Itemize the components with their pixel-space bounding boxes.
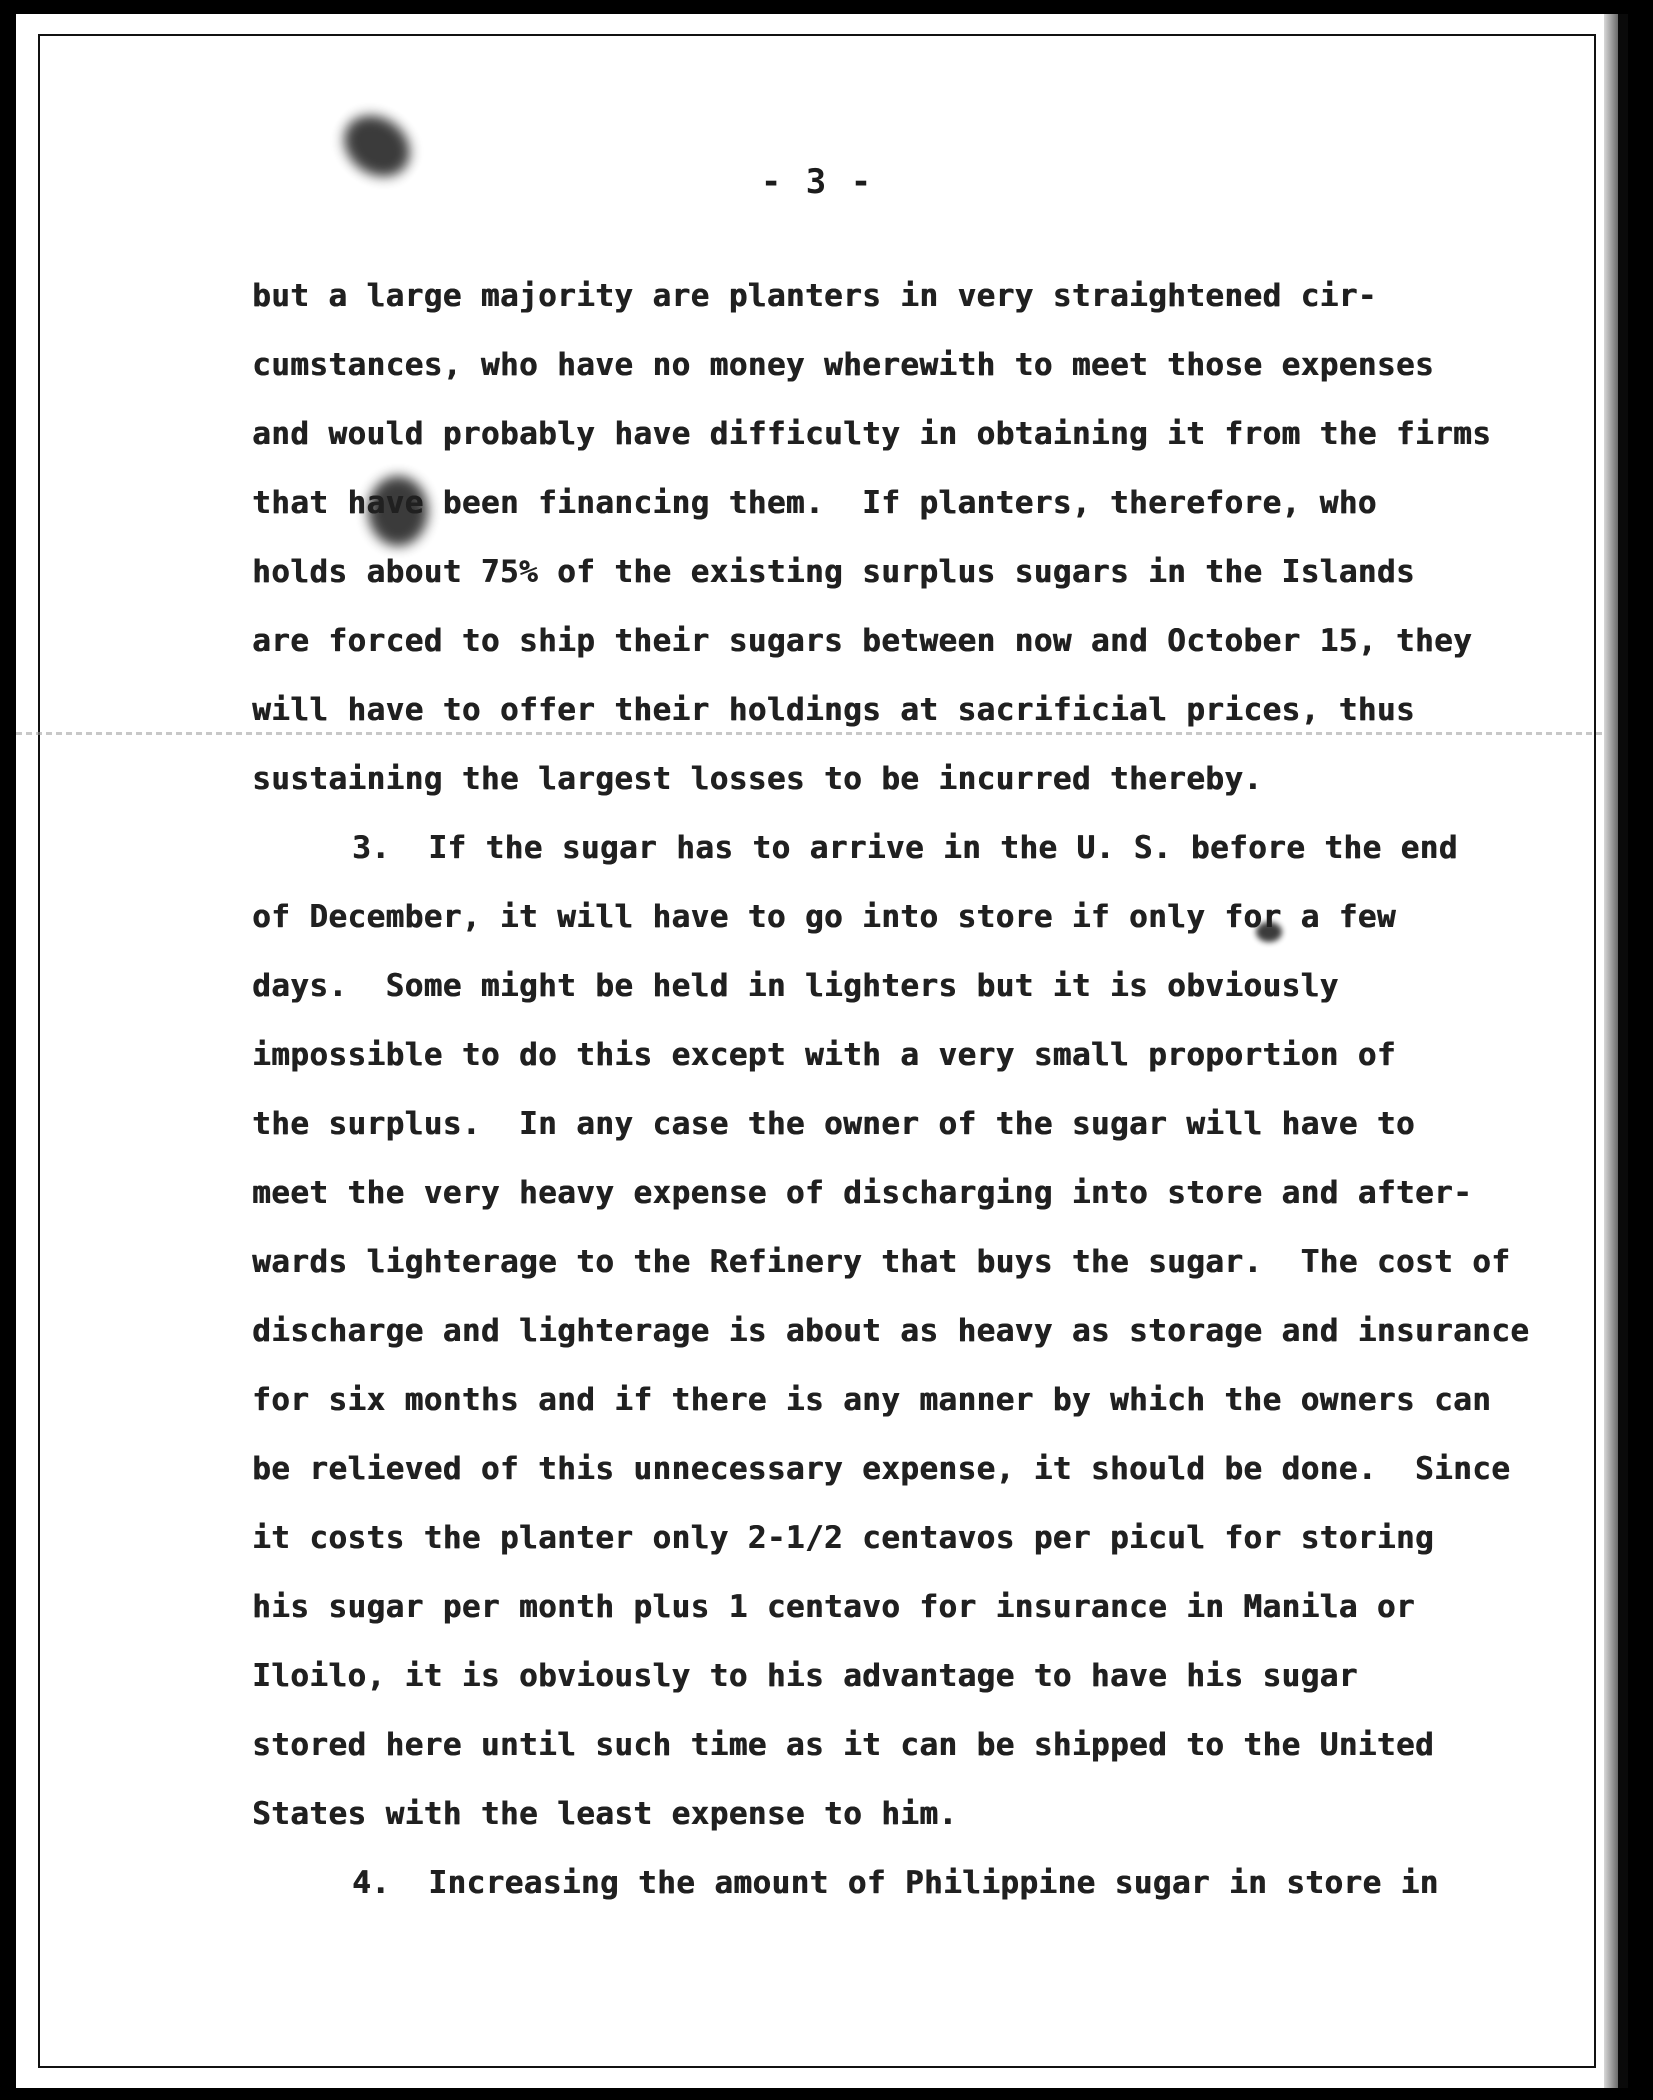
text-line: sustaining the largest losses to be incurred thereby. [252, 761, 1263, 797]
text-line: the surplus. In any case the owner of the sugar will have to [252, 1106, 1415, 1142]
text-line: will have to offer their holdings at sacrificial prices, thus [252, 692, 1415, 728]
text-line: States with the least expense to him. [252, 1796, 958, 1832]
text-line: for six months and if there is any manner by which the owners can [252, 1382, 1492, 1418]
text-line: and would probably have difficulty in obtaining it from the firms [252, 416, 1492, 452]
page-number: - 3 - [760, 162, 874, 202]
text-line: but a large majority are planters in very straightened cir- [252, 278, 1377, 314]
paragraph-3-start: 3. If the sugar has to arrive in the U. S. before the end [352, 830, 1458, 866]
text-line: it costs the planter only 2-1/2 centavos per picul for storing [252, 1520, 1434, 1556]
text-line: his sugar per month plus 1 centavo for insurance in Manila or [252, 1589, 1415, 1625]
text-line: discharge and lighterage is about as heavy as storage and insurance [252, 1313, 1530, 1349]
text-line: that have been financing them. If planters, therefore, who [252, 485, 1377, 521]
typed-body-text [252, 262, 1532, 1918]
text-line: impossible to do this except with a very small proportion of [252, 1037, 1396, 1073]
text-line: cumstances, who have no money wherewith to meet those expenses [252, 347, 1434, 383]
text-line: holds about 75% of the existing surplus sugars in the Islands [252, 554, 1415, 590]
text-line: of December, it will have to go into store if only for a few [252, 899, 1396, 935]
text-line: are forced to ship their sugars between now and October 15, they [252, 623, 1473, 659]
text-line: days. Some might be held in lighters but it is obviously [252, 968, 1339, 1004]
text-line: be relieved of this unnecessary expense, it should be done. Since [252, 1451, 1511, 1487]
text-line: Iloilo, it is obviously to his advantage to have his sugar [252, 1658, 1358, 1694]
text-line: meet the very heavy expense of discharging into store and after- [252, 1175, 1473, 1211]
text-line: stored here until such time as it can be shipped to the United [252, 1727, 1434, 1763]
paper-edge-shadow [1604, 14, 1618, 2088]
paragraph-4-start: 4. Increasing the amount of Philippine sugar in store in [352, 1865, 1439, 1901]
text-line: wards lighterage to the Refinery that buys the sugar. The cost of [252, 1244, 1511, 1280]
document-page [16, 14, 1628, 2088]
